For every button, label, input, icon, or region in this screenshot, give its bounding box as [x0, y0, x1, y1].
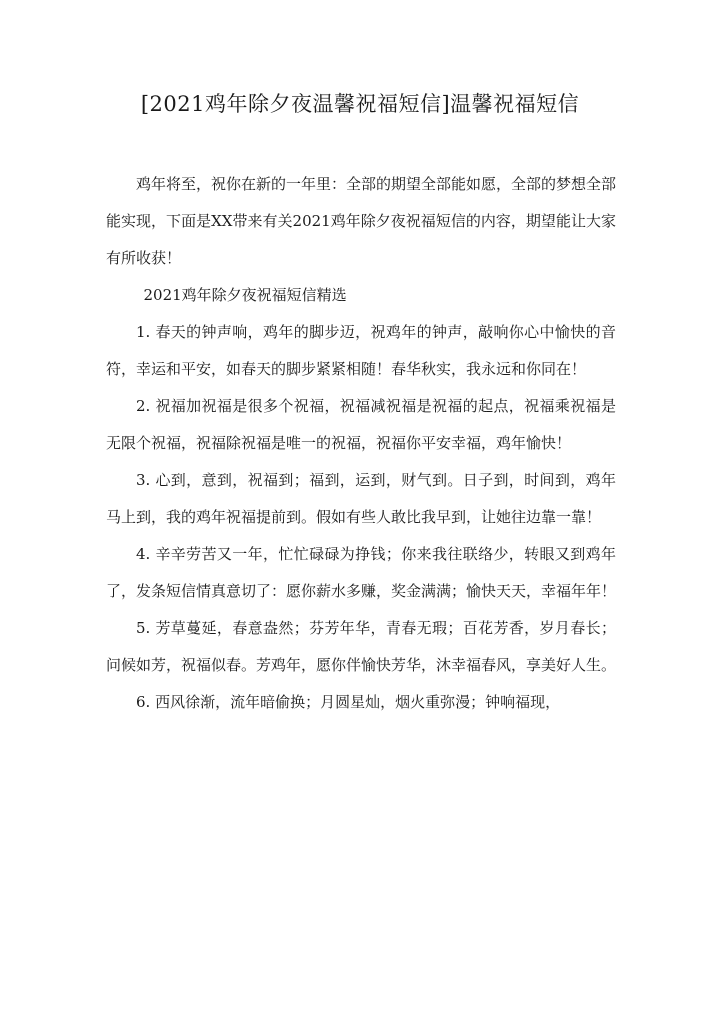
page-title: [2021鸡年除夕夜温馨祝福短信]温馨祝福短信 — [140, 92, 580, 116]
document-body — [106, 166, 616, 721]
list-item: 5. 芳草蔓延，春意盎然；芬芳年华，青春无瑕；百花芳香，岁月春长；问候如芳，祝福似春。芳鸡年，愿你伴愉快芳华，沐幸福春风，享美好人生。 — [106, 619, 617, 674]
list-item: 6. 西风徐渐，流年暗偷换；月圆星灿，烟火重弥漫；钟响福现， — [136, 693, 561, 711]
section-heading: 2021鸡年除夕夜祝福短信精选 — [143, 286, 347, 304]
list-item: 3. 心到，意到，祝福到；福到，运到，财气到。日子到，时间到，鸡年马上到，我的鸡年祝福提前到。假如有些人敢比我早到，让她往边靠一靠！ — [106, 471, 616, 526]
list-item: 1. 春天的钟声响，鸡年的脚步迈，祝鸡年的钟声，敲响你心中愉快的音符，幸运和平安，如春天的脚步紧紧相随！春华秋实，我永远和你同在！ — [106, 323, 616, 378]
list-item: 2. 祝福加祝福是很多个祝福，祝福减祝福是祝福的起点，祝福乘祝福是无限个祝福，祝福除祝福是唯一的祝福，祝福你平安幸福，鸡年愉快！ — [106, 397, 616, 452]
intro-paragraph: 鸡年将至，祝你在新的一年里：全部的期望全部能如愿，全部的梦想全部能实现，下面是XX带来有关2021鸡年除夕夜祝福短信的内容，期望能让大家有所收获！ — [106, 175, 617, 267]
list-item: 4. 辛辛劳苦又一年，忙忙碌碌为挣钱；你来我往联络少，转眼又到鸡年了，发条短信情真意切了：愿你薪水多赚，奖金满满；愉快天天，幸福年年！ — [106, 545, 617, 600]
